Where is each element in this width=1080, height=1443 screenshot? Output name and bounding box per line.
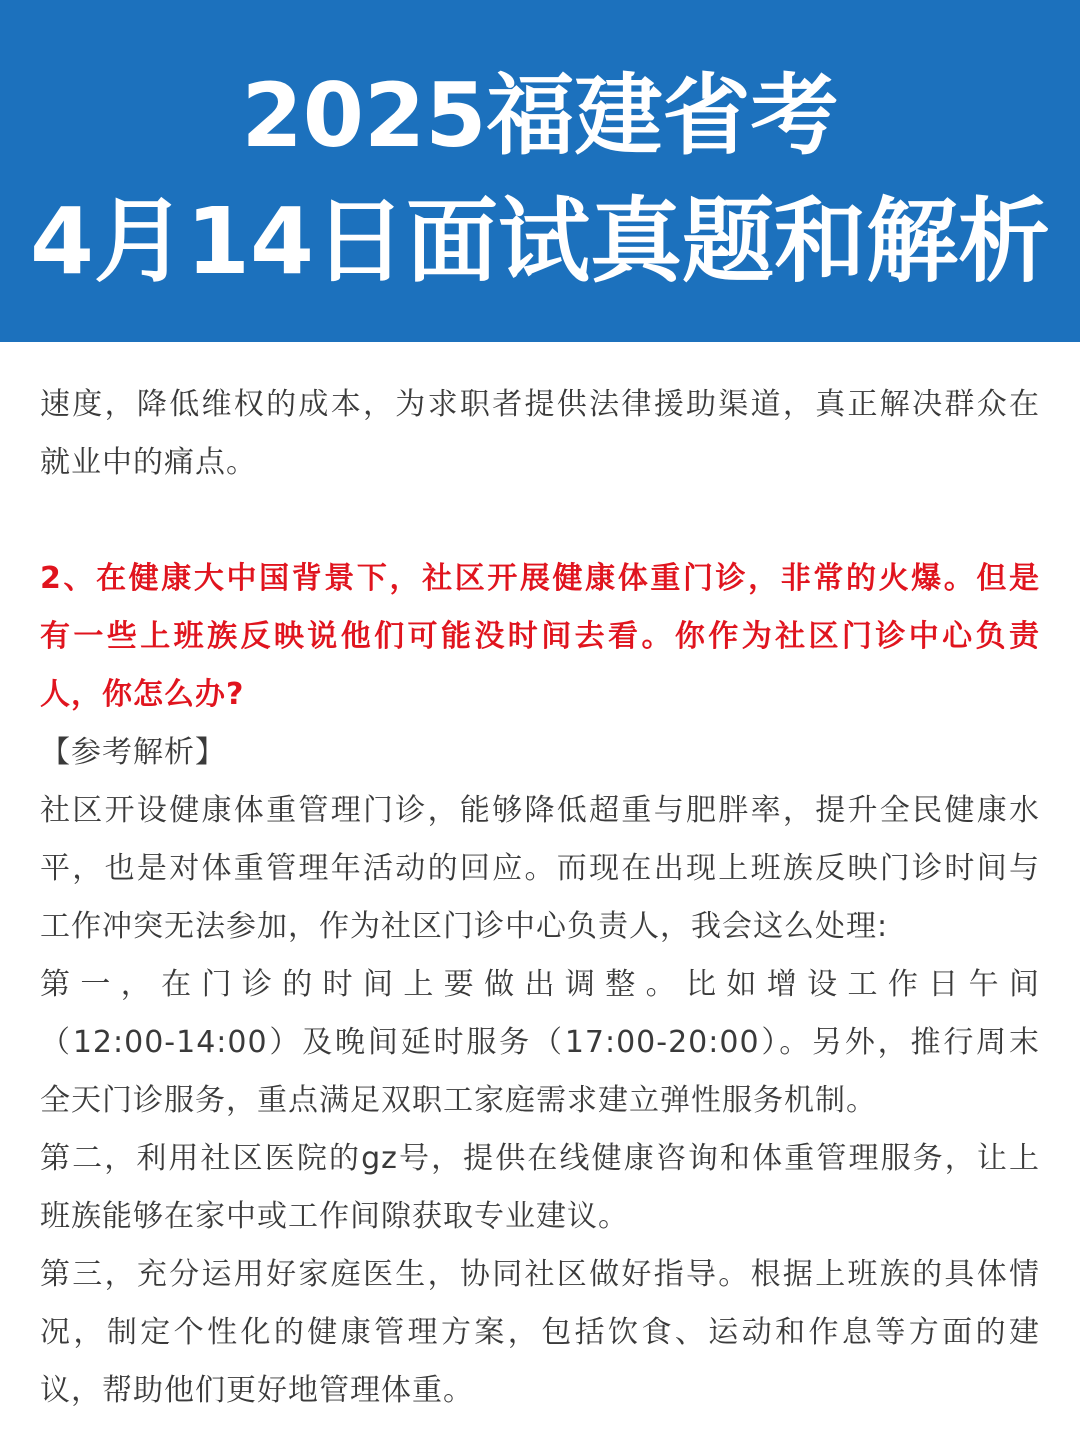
body-text-line: 社区开设健康体重管理门诊，能够降低超重与肥胖率，提升全民健康水 — [40, 793, 1040, 828]
intro-text-line: 速度，降低维权的成本，为求职者提供法律援助渠道，真正解决群众在 — [40, 387, 1040, 422]
article-body — [40, 376, 1040, 1420]
title-line-2: 4月14日面试真题和解析 — [29, 188, 1051, 295]
paragraph-gap — [40, 492, 1040, 550]
point-2-line: 班族能够在家中或工作间隙获取专业建议。 — [40, 1199, 629, 1234]
intro-text-line: 就业中的痛点。 — [40, 445, 257, 480]
question-line: 人，你怎么办? — [40, 677, 245, 712]
title-banner — [0, 0, 1080, 342]
point-1-line: 全天门诊服务，重点满足双职工家庭需求建立弹性服务机制。 — [40, 1083, 877, 1118]
analysis-label: 【参考解析】 — [40, 735, 226, 770]
point-3-line: 第三，充分运用好家庭医生，协同社区做好指导。根据上班族的具体情 — [40, 1257, 1040, 1292]
point-1-line: （12:00-14:00）及晚间延时服务（17:00-20:00）。另外，推行周末 — [40, 1025, 1040, 1060]
point-3-line: 议，帮助他们更好地管理体重。 — [40, 1373, 474, 1408]
body-text-line: 平，也是对体重管理年活动的回应。而现在出现上班族反映门诊时间与 — [40, 851, 1040, 886]
question-line: 2、在健康大中国背景下，社区开展健康体重门诊，非常的火爆。但是 — [40, 561, 1040, 596]
question-line: 有一些上班族反映说他们可能没时间去看。你作为社区门诊中心负责 — [40, 619, 1040, 654]
point-1-line: 第一，在门诊的时间上要做出调整。比如增设工作日午间 — [40, 967, 1040, 1002]
body-text-line: 工作冲突无法参加，作为社区门诊中心负责人，我会这么处理: — [40, 909, 889, 944]
point-3-line: 况，制定个性化的健康管理方案，包括饮食、运动和作息等方面的建 — [40, 1315, 1040, 1350]
point-2-line: 第二，利用社区医院的gz号，提供在线健康咨询和体重管理服务，让上 — [40, 1141, 1040, 1176]
title-line-1: 2025福建省考 — [241, 64, 839, 167]
